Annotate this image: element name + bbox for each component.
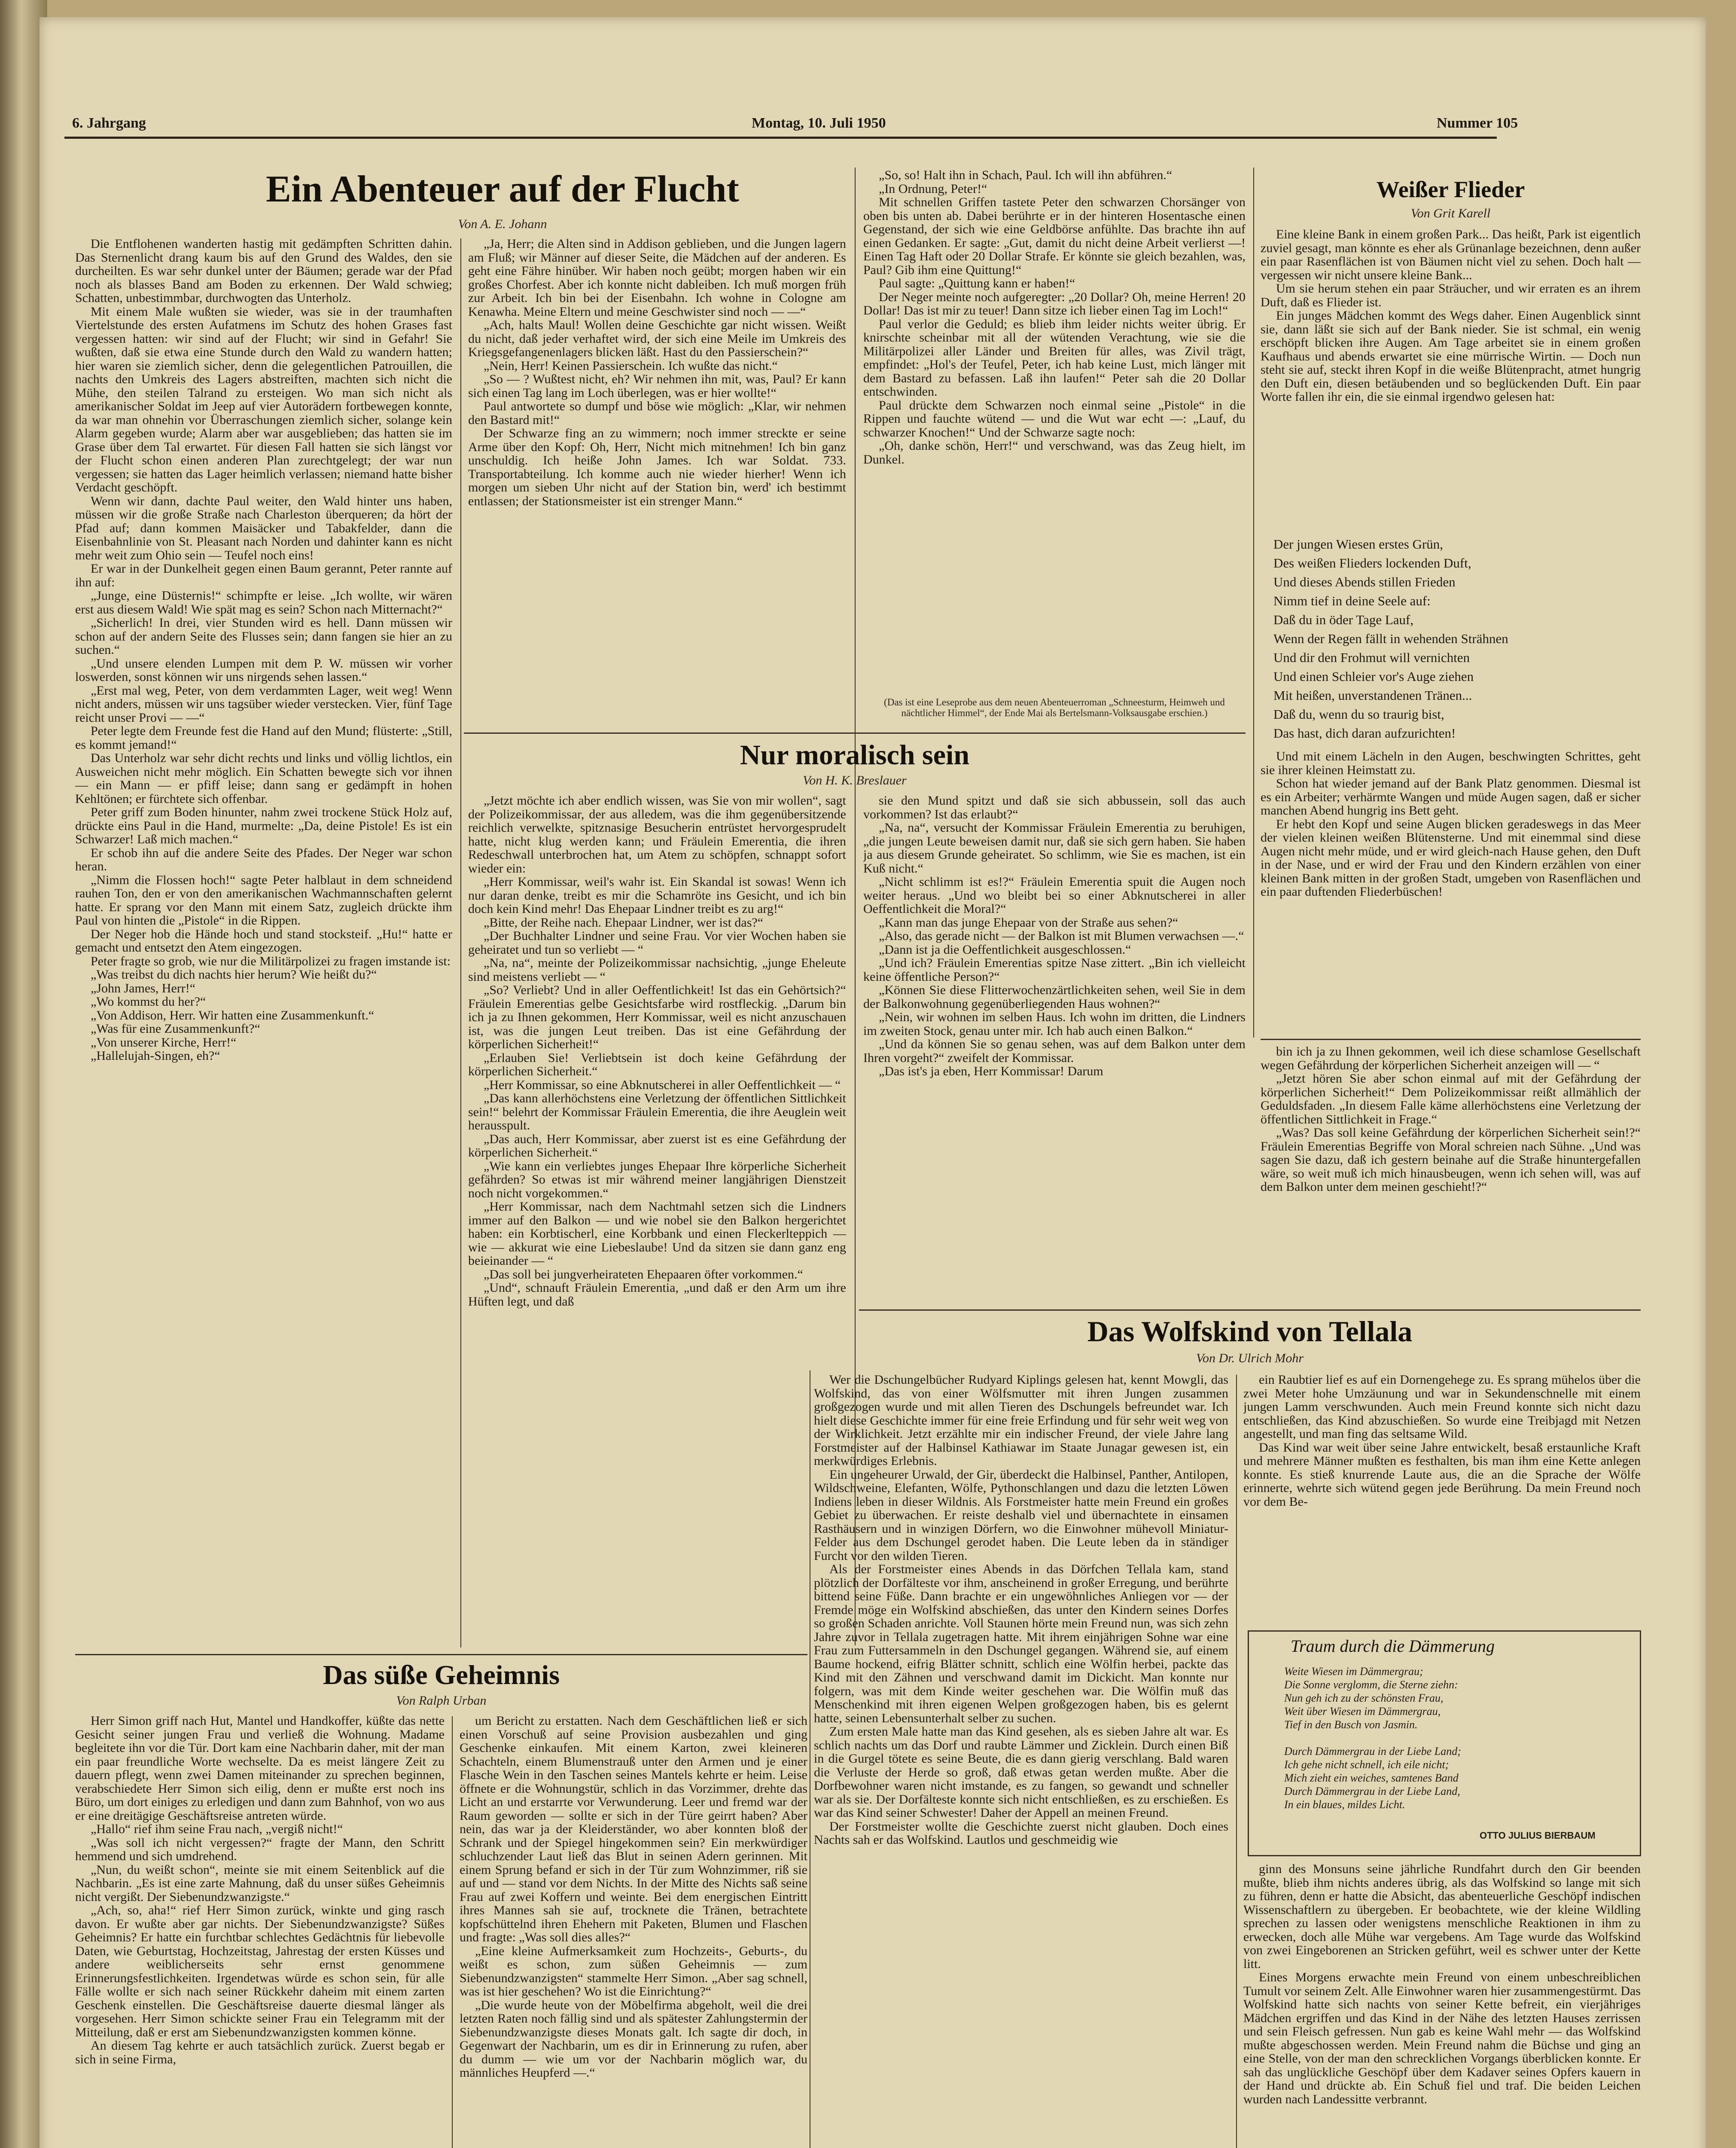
poem-line: Mit heißen, unverstandenen Tränen... bbox=[1273, 688, 1472, 703]
paragraph: „Was? Das soll keine Gefährdung der körperlichen Sicherheit sein!?“ Fräulein Emerentias Begriffe von Moral schreien nach Sühne. „Und was sagen Sie dazu, daß ich gestern beinahe auf die Straße hinuntergefallen wäre, so weit muß ich mich hinausbeugen, wenn ich sehen will, was auf dem Balkon unter dem meinen geschieht!?“ bbox=[1261, 1126, 1641, 1194]
article-title-flieder: Weißer Flieder bbox=[1376, 177, 1525, 202]
paragraph: Paul drückte dem Schwarzen noch einmal seine „Pistole“ in die Rippen und fauchte wütend — und die Wut war echt —: „Lauf, du schwarzer Knochen!“ Und der Schwarze sagte noch: bbox=[863, 398, 1246, 439]
paragraph: „Das ist's ja eben, Herr Kommissar! Darum bbox=[879, 1064, 1103, 1078]
paragraph: „Nicht schlimm ist es!?“ Fräulein Emerentia spuit die Augen noch weiter heraus. „Und wo bleibt bei so einer Abknutscherei in aller Oeffentlichkeit die Moral?“ bbox=[863, 875, 1246, 916]
paragraph: Als der Forstmeister eines Abends in das Dörfchen Tellala kam, stand plötzlich der Dorfälteste vor ihm, anscheinend in großer Erregung, und berührte bittend seine Füße. Dann brachte er ein ungewöhnliches Anliegen vor — der Fremde möge ein Wolfskind abschießen, das unter den Kindern seines Dorfes so großen Schaden anrichte. Voll Staunen hörte mein Freund nun, was sich zehn Jahre zuvor in Tellala zugetragen hatte. Mit ihrem einjährigen Sohne war eine Frau zum Futtersammeln in den Dschungel gegangen. Während sie, auf einem Baume hockend, eifrig Blätter schnitt, schlich eine Wölfin herbei, packte das Kind mit den Zähnen und verschwand damit im Dickicht. Man konnte nur folgern, was mit dem Kinde weiter geschehen war. Die Wölfin muß das Menschenkind mit ihren eigenen Welpen großgezogen haben, bis es gelernt hatte, seinen Lebensunterhalt selber zu suchen. bbox=[814, 1562, 1228, 1725]
paragraph: „Und“, schnauft Fräulein Emerentia, „und daß er den Arm um ihre Hüften legt, und daß bbox=[468, 1281, 846, 1309]
paragraph: „Erst mal weg, Peter, von dem verdammten Lager, weit weg! Wenn nicht anders, müssen wir uns tagsüber wieder verstecken. Vier, fünf Tage reicht unser Provi — —“ bbox=[75, 683, 452, 725]
poem-author: OTTO JULIUS BIERBAUM bbox=[1480, 1830, 1596, 1841]
paragraph: Paul sagte: „Quittung kann er haben!“ bbox=[879, 276, 1075, 290]
paragraph: „Von unserer Kirche, Herr!“ bbox=[91, 1035, 237, 1050]
paragraph: ein Raubtier lief es auf ein Dornengehege zu. Es sprang mühelos über die zwei Meter hohe Umzäunung und war in Sekundenschnelle mit einem jungen Lamm verschwunden. Auch mein Freund konnte sich nicht dazu entschließen, das Kind abzuschießen. So wurde eine Treibjagd mit Netzen angestellt, und man fing das seltsame Wild. bbox=[1243, 1373, 1641, 1441]
section-rule bbox=[464, 732, 1246, 734]
paragraph: „Also, das gerade nicht — der Balkon ist mit Blumen verwachsen —.“ bbox=[879, 929, 1244, 943]
article-footnote: (Das ist eine Leseprobe aus dem neuen Abenteuerroman „Schneesturm, Heimweh und nächtlicher Himmel“, der Ende Mai als Bertelsmann-Volksausgabe erschien.) bbox=[884, 697, 1225, 718]
article-column bbox=[75, 237, 452, 1647]
paragraph: „Oh, danke schön, Herr!“ und verschwand, was das Zeug hielt, im Dunkel. bbox=[863, 439, 1246, 467]
paragraph: Mit schnellen Griffen tastete Peter den schwarzen Chorsänger von oben bis unten ab. Dabei berührte er in der hinteren Hosentasche einen Gegenstand, der sich wie eine Geldbörse anfühlte. Das brachte ihn auf einen Gedanken. Er sagte: „Gut, damit du nicht deine Arbeit verlierst —! Einen Tag Haft oder 20 Dollar Strafe. Er könnte sie gleich bezahlen, was, Paul? Gib ihm eine Quittung!“ bbox=[863, 195, 1246, 277]
paragraph: „Ach, so, aha!“ rief Herr Simon zurück, winkte und ging rasch davon. Er wußte aber gar nichts. Der Siebenundzwanzigste? Süßes Geheimnis? Er hatte ein furchtbar schlechtes Gedächtnis für liebevolle Daten, wie Geburtstag, Hochzeitstag, Jahrestag der ersten Küsses und andere weiblicherseits sehr ernst genommene Erinnerungsfestlichkeiten. Irgendetwas würde es schon sein, für alle Fälle wollte er sich nach seiner Rückkehr daheim mit einem zarten Geschenk einstellen. Die Geschäftsreise dauerte diesmal länger als vorgesehen. Herr Simon schickte seiner Frau ein Telegramm mit der Mitteilung, daß er erst am Siebenundzwanzigsten kommen könne. bbox=[75, 1903, 445, 2039]
paragraph: „Nimm die Flossen hoch!“ sagte Peter halblaut in dem schneidend rauhen Ton, den er von den amerikanischen Wachmannschaften gelernt hatte. Er sprang vor den Mann mit einem Satz, zugleich drückte ihm Paul von hinten die „Pistole“ in die Rippen. bbox=[75, 873, 452, 928]
column-divider bbox=[452, 1716, 453, 2148]
paragraph: „Nein, Herr! Keinen Passierschein. Ich wußte das nicht.“ bbox=[484, 358, 778, 373]
poem-line: Daß du, wenn du so traurig bist, bbox=[1273, 707, 1444, 722]
column-divider bbox=[1236, 1375, 1237, 2148]
section-rule bbox=[75, 1654, 807, 1655]
paragraph: „Von Addison, Herr. Wir hatten eine Zusammenkunft.“ bbox=[91, 1008, 375, 1022]
paragraph: ginn des Monsuns seine jährliche Rundfahrt durch den Gir beenden mußte, blieb ihm nichts anderes übrig, als das Wolfskind so lange mit sich zu führen, denn er hatte die Absicht, das abenteuerliche Geschöpf indischen Wissenschaftlern zu übergeben. Er beobachtete, wie der kleine Wildling sprechen zu lassen oder wenigstens menschliche Reaktionen in ihm zu erwecken, doch alle Mühe war vergebens. Am Tage wurde das Wolfskind von zwei Eingeborenen an Stricken geführt, weil es schwer unter der Kette litt. bbox=[1243, 1862, 1641, 1971]
article-column bbox=[1261, 750, 1641, 1033]
article-column bbox=[468, 237, 846, 727]
poem-line bbox=[1284, 1731, 1628, 1745]
paragraph: „Die wurde heute von der Möbelfirma abgeholt, weil die drei letzten Raten noch fällig sind und als spätester Zahlungstermin der Siebenundzwanzigste dieses Monats galt. Ich sagte dir doch, in Gegenwart der Nachbarin, um es dir in Erinnerung zu rufen, aber du dumm — wie um vor der Nachbarin möglich war, du männliches Heupferd —.“ bbox=[460, 1998, 807, 2080]
paragraph: „So? Verliebt? Und in aller Oeffentlichkeit! Ist das ein Gehörtsich?“ Fräulein Emerentias gelbe Gesichtsfarbe wird rostfleckig. „Darum bin ich ja zu Ihnen gekommen, Herr Kommissar, weil es nicht anzuschauen ist, was die jungen Leut treiben. Das ist eine Gefährdung der körperlichen Sicherheit!“ bbox=[468, 983, 846, 1051]
poem-line: Durch Dämmergrau in der Liebe Land, bbox=[1284, 1785, 1460, 1797]
paragraph: „Und da können Sie so genau sehen, was auf dem Balkon unter dem Ihren vorgeht?“ zweifelt der Kommissar. bbox=[863, 1037, 1246, 1065]
paragraph: „Bitte, der Reihe nach. Ehepaar Lindner, wer ist das?“ bbox=[484, 915, 764, 930]
column-divider bbox=[460, 238, 461, 1648]
section-rule bbox=[859, 1309, 1641, 1311]
article-column bbox=[460, 1714, 807, 2148]
article-title-moralisch: Nur moralisch sein bbox=[740, 739, 970, 771]
column-divider bbox=[1253, 168, 1254, 1037]
paragraph: Herr Simon griff nach Hut, Mantel und Handkoffer, küßte das nette Gesicht seiner jungen Frau und verließ die Wohnung. Madame begleitete ihn vor die Tür. Dort kam eine Nachbarin daher, mit der man ein paar freundliche Worte wechselte. Da es meist längere Zeit zu dauern pflegt, wenn zwei Damen miteinander zu sprechen beginnen, verabschiedete Herr Simon sich eilig, denn er mußte erst noch ins Büro, um dort einiges zu erledigen und dann zum Bahnhof, von wo aus er eine dreitägige Geschäftsreise antreten würde. bbox=[75, 1714, 445, 1823]
article-title-geheimnis: Das süße Geheimnis bbox=[323, 1660, 560, 1690]
poem-line: Das hast, dich daran aufzurichten! bbox=[1273, 726, 1456, 741]
paragraph: Und mit einem Lächeln in den Augen, beschwingten Schrittes, geht sie ihrer kleinen Heimstatt zu. bbox=[1261, 750, 1641, 777]
paragraph: „Was für eine Zusammenkunft?“ bbox=[91, 1022, 260, 1036]
paragraph: Er war in der Dunkelheit gegen einen Baum gerannt, Peter rannte auf ihn auf: bbox=[75, 561, 452, 589]
paragraph: „So — ? Wußtest nicht, eh? Wir nehmen ihn mit, was, Paul? Er kann sich einen Tag lang im Loch überlegen, was er hier wollte!“ bbox=[468, 372, 846, 400]
paragraph: Zum ersten Male hatte man das Kind gesehen, als es sieben Jahre alt war. Es schlich nachts um das Dorf und raubte Lämmer und Zicklein. Durch einen Biß in die Gurgel tötete es seine Beute, die es dann gierig verschlang. Bald waren die Verluste der Herde so groß, daß etwas getan werden mußte. Aber die Dorfbewohner waren nicht imstande, es zu fangen, so gewandt und schneller war als sie. Der Dorfälteste konnte sich nicht entschließen, es zu erschießen. Es war das Kind seiner Schwester! Daher der Appell an meinen Freund. bbox=[814, 1724, 1228, 1820]
article-byline-abenteuer: Von A. E. Johann bbox=[458, 217, 547, 231]
poem-line: Nun geh ich zu der schönsten Frau, bbox=[1284, 1692, 1444, 1704]
paragraph: „Dann ist ja die Oeffentlichkeit ausgeschlossen.“ bbox=[879, 942, 1131, 957]
paragraph: „Ach, halts Maul! Wollen deine Geschichte gar nicht wissen. Weißt du nicht, daß jeder verhaftet wird, der sich eine Meile im Umkreis des Kriegsgefangenenlagers blicken läßt. Hast du den Passierschein?“ bbox=[468, 318, 846, 359]
poem-line: Daß du in öder Tage Lauf, bbox=[1273, 612, 1414, 627]
paragraph: „Können Sie diese Flitterwochenzärtlichkeiten sehen, weil Sie in dem der Balkonwohnung gegenüberliegenden Haus wohnen?“ bbox=[863, 983, 1246, 1011]
paragraph: Eines Morgens erwachte mein Freund von einem unbeschreiblichen Tumult vor seinem Zelt. Alle Einwohner waren hier zusammengestürmt. Das Wolfskind hatte sich nachts von seiner Kette befreit, ein vierjähriges Mädchen ergriffen und das Kind in der Nähe des letzten Hauses zerrissen und sein Fleisch gefressen. Nun gab es keine Wahl mehr — das Wolfskind mußte abgeschossen werden. Mein Freund nahm die Büchse und ging an eine Stelle, von der man den schrecklichen Vorgangs überblicken konnte. Er sah das unglückliche Geschöpf über dem Kadaver seines Opfers kauern in der Hand und drückte ab. Ein Schuß fiel und traf. Die beiden Leichen wurden nach Landessitte verbrannt. bbox=[1243, 1970, 1641, 2106]
paragraph: „Was treibst du dich nachts hier herum? Wie heißt du?“ bbox=[91, 967, 377, 982]
article-title-wolfskind: Das Wolfskind von Tellala bbox=[1087, 1315, 1413, 1348]
paragraph: Er schob ihn auf die andere Seite des Pfades. Der Neger war schon heran. bbox=[75, 845, 452, 873]
paragraph: „Wie kann ein verliebtes junges Ehepaar Ihre körperliche Sicherheit gefährden? So etwas ist mir während meiner langjährigen Dienstzeit noch nicht vorgekommen.“ bbox=[468, 1159, 846, 1200]
paragraph: „John James, Herr!“ bbox=[91, 981, 196, 995]
header-rule bbox=[64, 137, 1497, 139]
paragraph: An diesem Tag kehrte er auch tatsächlich zurück. Zuerst begab er sich in seine Firma, bbox=[75, 2038, 445, 2066]
paragraph: Mit einem Male wußten sie wieder, was sie in der traumhaften Viertelstunde des ersten Aufatmens im Schutz des hohen Grases fast vergessen hatten: wir sind auf der Flucht; wir sind in Gefahr! Sie wußten, daß sie etwa eine Stunde durch den Wald zu wandern hatten; hier waren sie ziemlich sicher, denn die gelegentlichen Patrouillen, die nachts den Umkreis des Lagers abstreiften, machten sich nicht die Mühe, den steilen Talrand zu ersteigen. Wo man sich nicht als amerikanischer Soldat im Jeep auf vier Autorädern fortbewegen konnte, da war man ohnehin vor Überraschungen ziemlich sicher, solange kein Alarm gegeben wurde; Alarm aber war ausgeblieben; das hatten sie im Grase über dem Tal erwartet. Für diesen Fall hatten sie sich längst vor der Flucht schon einen anderen Plan zurechtgelegt; der war nun vergessen; sie hatten das Lager heimlich verlassen; niemand hatte bisher Verdacht geschöpft. bbox=[75, 304, 452, 494]
poem-line: Nimm tief in deine Seele auf: bbox=[1273, 593, 1431, 608]
paragraph: „Na, na“, versucht der Kommissar Fräulein Emerentia zu beruhigen, „die jungen Leute beweisen damit nur, daß sie sich gern haben. Sie haben ja aus diesem Grunde geheiratet. So schlimm, wie Sie es machen, ist ein Kuß nicht.“ bbox=[863, 821, 1246, 876]
paragraph: „Jetzt hören Sie aber schon einmal auf mit der Gefährdung der körperlichen Sicherheit!“ Dem Polizeikommissar reißt allmählich der Geduldsfaden. „In diesem Falle käme allerhöchstens eine Verletzung der öffentlichen Sittlichkeit in Frage.“ bbox=[1261, 1071, 1641, 1126]
poem-line: Tief in den Busch von Jasmin. bbox=[1284, 1718, 1418, 1731]
article-byline-geheimnis: Von Ralph Urban bbox=[396, 1693, 487, 1708]
paragraph: Schon hat wieder jemand auf der Bank Platz genommen. Diesmal ist es ein Arbeiter; verhärmte Wangen und müde Augen sagen, daß er sicher manchen Abend hungrig ins Bett geht. bbox=[1261, 776, 1641, 818]
paragraph: „Kann man das junge Ehepaar von der Straße aus sehen?“ bbox=[879, 915, 1179, 930]
paragraph: „Jetzt möchte ich aber endlich wissen, was Sie von mir wollen“, sagt der Polizeikommissar, der aus alledem, was die ihm gegenübersitzende reichlich verwelkte, spitznasige Besucherin entrüstet hervorgesprudelt hatte, nicht klug werden kann; und Fräulein Emerentia, die ihren Redeschwall unterbrochen hat, um Atem zu schöpfen, schnappt sofort wieder ein: bbox=[468, 794, 846, 876]
poem-line: Durch Dämmergrau in der Liebe Land; bbox=[1284, 1745, 1461, 1757]
paragraph: „Und ich? Fräulein Emerentias spitze Nase zittert. „Bin ich vielleicht keine öffentliche Person?“ bbox=[863, 956, 1246, 984]
poem-line: Ich gehe nicht schnell, ich eile nicht; bbox=[1284, 1758, 1449, 1771]
paragraph: Um sie herum stehen ein paar Sträucher, und wir erraten es an ihrem Duft, daß es Flieder ist. bbox=[1261, 281, 1641, 309]
poem-line: Weit über Wiesen im Dämmergrau, bbox=[1284, 1705, 1441, 1718]
article-byline-wolfskind: Von Dr. Ulrich Mohr bbox=[1196, 1351, 1304, 1365]
poem-line: Und dieses Abends stillen Frieden bbox=[1273, 574, 1456, 589]
paragraph: „Hallo“ rief ihm seine Frau nach, „vergiß nicht!“ bbox=[91, 1822, 343, 1836]
poem-line: Und einen Schleier vor's Auge ziehen bbox=[1273, 669, 1474, 684]
paragraph: Paul verlor die Geduld; es blieb ihm leider nichts weiter übrig. Er knirschte scheinbar mit all der wütenden Verachtung, wie sie die Militärpolizei aller Länder und Breiten für alles, was Zivil trägt, empfindet: „Hol's der Teufel, Peter, ich hab keine Lust, mich länger mit dem Bastard zu befassen. Laß ihn laufen!“ Peter sah die 20 Dollar entschwinden. bbox=[863, 317, 1246, 399]
paragraph: Das Unterholz war sehr dicht rechts und links und völlig lichtlos, ein Ausweichen nicht mehr möglich. Ein Schatten bewegte sich vor ihnen — ein Mann — er pfiff leise; dann sang er gedämpft in hohen Kehltönen; er fürchtete sich offenbar. bbox=[75, 751, 452, 806]
section-rule bbox=[1261, 1039, 1641, 1040]
poem-line: In ein blaues, mildes Licht. bbox=[1284, 1798, 1405, 1811]
paragraph: „Das kann allerhöchstens eine Verletzung der öffentlichen Sittlichkeit sein!“ belehrt der Kommissar Fräulein Emerentia, die ihre Aeuglein weit herausspult. bbox=[468, 1091, 846, 1132]
paragraph: „So, so! Halt ihn in Schach, Paul. Ich will ihn abführen.“ bbox=[879, 168, 1173, 182]
paragraph: „Das auch, Herr Kommissar, aber zuerst ist es eine Gefährdung der körperlichen Sicherheit.“ bbox=[468, 1132, 846, 1159]
article-column bbox=[863, 168, 1246, 695]
article-column bbox=[1243, 1373, 1641, 1629]
paragraph: „Ja, Herr; die Alten sind in Addison geblieben, und die Jungen lagern am Fluß; wir Männer auf dieser Seite, die Mädchen auf der anderen. Es geht eine Fähre hinüber. Wir haben noch geübt; morgen haben wir ein großes Chorfest. Aber ich konnte nicht dableiben. Ich muß morgen früh zur Arbeit. Ich bin bei der Eisenbahn. Ich wohne in Cologne am Kenawha. Meine Eltern und meine Geschwister sind noch — —“ bbox=[468, 237, 846, 319]
paragraph: „Nein, wir wohnen im selben Haus. Ich wohn im dritten, die Lindners im zweiten Stock, genau unter mir. Ich hab auch einen Balkon.“ bbox=[863, 1010, 1246, 1038]
paragraph: „Wo kommst du her?“ bbox=[91, 995, 206, 1009]
paragraph: „Herr Kommissar, weil's wahr ist. Ein Skandal ist sowas! Wenn ich nur daran denke, treibt es mir die Schamröte ins Gesicht, und ich bin doch kein Kind mehr! Das Ehepaar Lindner treibt es zu arg!“ bbox=[468, 875, 846, 916]
paragraph: Er hebt den Kopf und seine Augen blicken geradeswegs in das Meer der vielen kleinen weißen Blütensterne. Und mit einemmal sind diese Augen nicht mehr müde, und er wird gleich-nach Hause gehen, den Duft in der Nase, und er wird der Frau und den Kindern erzählen von einer kleinen Bank mitten in der großen Stadt, umgeben von Rasenflächen und ein paar duftenden Fliederbüschen! bbox=[1261, 817, 1641, 899]
poem-line: Und dir den Frohmut will vernichten bbox=[1273, 650, 1470, 665]
poem-stanza bbox=[1273, 535, 1643, 743]
article-column bbox=[1243, 1862, 1641, 2148]
paragraph: „Junge, eine Düsternis!“ schimpfte er leise. „Ich wollte, wir wären erst aus diesem Wald! Wie spät mag es sein? Schon nach Mitternacht?“ bbox=[75, 589, 452, 616]
paragraph: Wenn wir dann, dachte Paul weiter, den Wald hinter uns haben, müssen wir die große Straße nach Charleston überqueren; da hört der Pfad auf; dann kommen Maisäcker und Tabakfelder, dann die Eisenbahnlinie von St. Pleasant nach Norden und dahinter kann es nicht mehr weit zum Ohio sein — Teufel noch eins! bbox=[75, 494, 452, 562]
paragraph: Peter fragte so grob, wie nur die Militärpolizei zu fragen imstande ist: bbox=[91, 954, 451, 968]
paragraph: Paul antwortete so dumpf und böse wie möglich: „Klar, wir nehmen den Bastard mit!“ bbox=[468, 399, 846, 427]
article-byline-moralisch: Von H. K. Breslauer bbox=[803, 773, 907, 787]
paragraph: „Sicherlich! In drei, vier Stunden wird es hell. Dann müssen wir schon auf der andern Seite des Flusses sein; dann fangen sie hier an zu suchen.“ bbox=[75, 616, 452, 657]
paragraph: Ein junges Mädchen kommt des Wegs daher. Einen Augenblick sinnt sie, dann läßt sie sich auf der Bank nieder. Sie ist schmal, ein wenig erschöpft blicken ihre Augen. Am Tage arbeitet sie in einem großen Kaufhaus und abends erwartet sie eine mürrische Wirtin. — Doch nun steht sie auf, steckt ihren Kopf in die weiße Blütenpracht, atmet hungrig den Duft ein, diesen betäubenden und so beglückenden Duft. Ein paar Worte fallen ihr ein, die sie einmal irgendwo gelesen hat: bbox=[1261, 308, 1641, 404]
paragraph: Der Neger hob die Hände hoch und stand stocksteif. „Hu!“ hatte er gemacht und entsetzt den Atem eingezogen. bbox=[75, 927, 452, 955]
paragraph: Der Neger meinte noch aufgeregter: „20 Dollar? Oh, meine Herren! 20 Dollar! Das ist mir zu teuer! Dann sitze ich lieber einen Tag im Loch!“ bbox=[863, 290, 1246, 317]
article-column bbox=[863, 794, 1246, 1305]
poem-title: Traum durch die Dämmerung bbox=[1291, 1636, 1495, 1656]
paragraph: „Der Buchhalter Lindner und seine Frau. Vor vier Wochen haben sie geheiratet und tun so verliebt — “ bbox=[468, 929, 846, 957]
paragraph: „Hallelujah-Singen, eh?“ bbox=[91, 1049, 220, 1063]
article-column bbox=[468, 794, 846, 1647]
paragraph: „Eine kleine Aufmerksamkeit zum Hochzeits-, Geburts-, du weißt es schon, zum süßen Geheimnis — zum Siebenundzwanzigsten“ stammelte Herr Simon. „Aber sag schnell, was ist hier geschehen? Wo ist die Einrichtung?“ bbox=[460, 1944, 807, 1998]
article-title-abenteuer: Ein Abenteuer auf der Flucht bbox=[266, 168, 739, 210]
paragraph: „Das soll bei jungverheirateten Ehepaaren öfter vorkommen.“ bbox=[484, 1267, 803, 1281]
poem-line: Wenn der Regen fällt in wehenden Strähnen bbox=[1273, 631, 1508, 646]
paragraph: Peter griff zum Boden hinunter, nahm zwei trockene Stück Holz auf, drückte eins Paul in die Hand, murmelte: „Da, deine Pistole! Es ist ein Schwarzer! Laß mich machen.“ bbox=[75, 805, 452, 846]
article-column bbox=[1261, 1045, 1641, 1305]
article-column bbox=[1261, 228, 1641, 528]
paragraph: Peter legte dem Freunde fest die Hand auf den Mund; flüsterte: „Still, es kommt jemand!“ bbox=[75, 724, 452, 752]
paragraph: Wer die Dschungelbücher Rudyard Kiplings gelesen hat, kennt Mowgli, das Wolfskind, das von einer Wölfsmutter mit ihren Jungen zusammen großgezogen wurde und mit allen Tieren des Dschungels befreundet war. Ich hielt diese Geschichte immer für eine freie Erfindung und für sehr weit weg von der Wirklichkeit. Jetzt erzählte mir ein indischer Freund, der viele Jahre lang Forstmeister auf der Halbinsel Kathiawar im Staate Junagar gewesen ist, ein merkwürdiges Erlebnis. bbox=[814, 1373, 1228, 1468]
issue-number: Nummer 105 bbox=[1437, 115, 1518, 131]
article-byline-flieder: Von Grit Karell bbox=[1410, 206, 1491, 220]
article-column bbox=[814, 1373, 1228, 2148]
poem-lines bbox=[1284, 1665, 1628, 1811]
issue-date: Montag, 10. Juli 1950 bbox=[752, 115, 886, 131]
paragraph: Der Schwarze fing an zu wimmern; noch immer streckte er seine Arme über den Kopf: Oh, Herr, Nicht mich mitnehmen! Ich bin ganz unschuldig. Ich heiße John James. Ich war Soldat. 733. Transportabteilung. Ich komme auch nie wieder hierher! Wenn ich morgen um sieben Uhr nicht auf der Station bin, werd' ich bestimmt entlassen; der Stationsmeister ist ein strenger Mann.“ bbox=[468, 426, 846, 508]
article-column bbox=[75, 1714, 445, 2148]
paragraph: bin ich ja zu Ihnen gekommen, weil ich diese schamlose Gesellschaft wegen Gefährdung der körperlichen Sicherheit anzeigen will — “ bbox=[1261, 1045, 1641, 1072]
paragraph: Eine kleine Bank in einem großen Park... Das heißt, Park ist eigentlich zuviel gesagt, man könnte es eher als Grünanlage bezeichnen, denn außer ein paar Rasenflächen ist von Bäumen nicht viel zu sehen. Doch halt — vergessen wir nicht unsere kleine Bank... bbox=[1261, 228, 1641, 282]
paragraph: „Herr Kommissar, so eine Abknutscherei in aller Oeffentlichkeit — “ bbox=[484, 1077, 841, 1092]
paragraph: „In Ordnung, Peter!“ bbox=[879, 181, 987, 196]
paragraph: sie den Mund spitzt und daß sie sich abbussein, soll das auch vorkommen? Ist das erlaubt?“ bbox=[863, 794, 1246, 821]
paragraph: „Erlauben Sie! Verliebtsein ist doch keine Gefährdung der körperlichen Sicherheit.“ bbox=[468, 1050, 846, 1078]
paragraph: „Na, na“, meinte der Polizeikommissar nachsichtig, „junge Eheleute sind meistens verliebt — “ bbox=[468, 956, 846, 984]
paragraph: „Was soll ich nicht vergessen?“ fragte der Mann, den Schritt hemmend und sich umdrehend. bbox=[75, 1835, 445, 1863]
paragraph: Die Entflohenen wanderten hastig mit gedämpften Schritten dahin. Das Sternenlicht drang kaum bis auf den Grund des Waldes, den sie durcheilten. Es war sehr dunkel unter der Bäumen; gerade war der Pfad noch als blasses Band am Boden zu erkennen. Der Wald schwieg; Schatten, unbestimmbar, durchwogten das Unterholz. bbox=[75, 237, 452, 305]
paragraph: Ein ungeheurer Urwald, der Gir, überdeckt die Halbinsel, Panther, Antilopen, Wildschweine, Elefanten, Wölfe, Pythonschlangen und dazu die letzten Löwen Indiens leben in dieser Wildnis. Als Forstmeister hatte mein Freund ein großes Gebiet zu überwachen. Er reiste deshalb viel und übernachtete in einsamen Rasthäusern und in winzigen Dörfern, wo die Einwohner mühevoll Miniatur-Felder aus dem Dschungel gerodet haben. Die Leute leben da in ständiger Furcht vor den wilden Tieren. bbox=[814, 1467, 1228, 1563]
poem-line: Weite Wiesen im Dämmergrau; bbox=[1284, 1665, 1423, 1678]
volume-label: 6. Jahrgang bbox=[72, 115, 146, 131]
paragraph: „Nun, du weißt schon“, meinte sie mit einem Seitenblick auf die Nachbarin. „Es ist eine zarte Mahnung, daß du unser süßes Geheimnis nicht vergißt. Der Siebenundzwanzigste.“ bbox=[75, 1862, 445, 1904]
paragraph: um Bericht zu erstatten. Nach dem Geschäftlichen ließ er sich einen Vorschuß auf seine Provision ausbezahlen und ging Geschenke einkaufen. Mit einem Karton, zwei kleineren Schachteln, einem Blumenstrauß unter den Armen und je einer Flasche Wein in den Taschen seines Mantels kehrte er heim. Leise öffnete er die Wohnungstür, schlich in das Vorzimmer, drehte das Licht an und erstarrte vor Verwunderung. Leer und fremd war der Raum geworden — sollte er sich in der Türe geirrt haben? Aber nein, das war ja der Kleiderständer, wo aber konnten bloß der Schrank und der Spiegel hingekommen sein? Ein merkwürdiger schluchzender Laut ließ das Blut in seinen Adern gerinnen. Mit einem Sprung befand er sich in der Tür zum Wohnzimmer, riß sie auf und — stand vor dem Nichts. In der Mitte des Nichts saß seine Frau auf zwei Koffern und weinte. Bei dem energischen Eintritt ihres Mannes sah sie auf, trocknete die Tränen, betrachtete kopfschüttelnd ihren Ehehern mit Paketen, Blumen und Flaschen und fragte: „Was soll dies alles?“ bbox=[460, 1714, 807, 1944]
paragraph: „Herr Kommissar, nach dem Nachtmahl setzen sich die Lindners immer auf den Balkon — und wie nobel sie den Balkon hergerichtet haben: ein Korbtischerl, eine Korbbank und einen Fleckerlteppich — wie — akkurat wie eine Liebeslaube! Und da sitzen sie dann ganz eng beieinander — “ bbox=[468, 1199, 846, 1268]
poem-line: Die Sonne verglomm, die Sterne ziehn: bbox=[1284, 1678, 1458, 1691]
paragraph: Der Forstmeister wollte die Geschichte zuerst nicht glauben. Doch eines Nachts sah er das Wolfskind. Lautlos und geschmeidig wie bbox=[814, 1819, 1228, 1847]
poem-line: Mich zieht ein weiches, samtenes Band bbox=[1284, 1772, 1459, 1784]
poem-line: Des weißen Flieders lockenden Duft, bbox=[1273, 555, 1471, 571]
paragraph: „Und unsere elenden Lumpen mit dem P. W. müssen wir vorher loswerden, sonst können wir uns nirgends sehen lassen.“ bbox=[75, 656, 452, 684]
paragraph: Das Kind war weit über seine Jahre entwickelt, besaß erstaunliche Kraft und mehrere Männer mußten es festhalten, bis man ihm eine Kette anlegen konnte. Es stieß knurrende Laute aus, die an die Sprache der Wölfe erinnerte, wehrte sich wütend gegen jede Berührung. Da mein Freund noch vor dem Be- bbox=[1243, 1440, 1641, 1509]
poem-line: Der jungen Wiesen erstes Grün, bbox=[1273, 537, 1444, 552]
